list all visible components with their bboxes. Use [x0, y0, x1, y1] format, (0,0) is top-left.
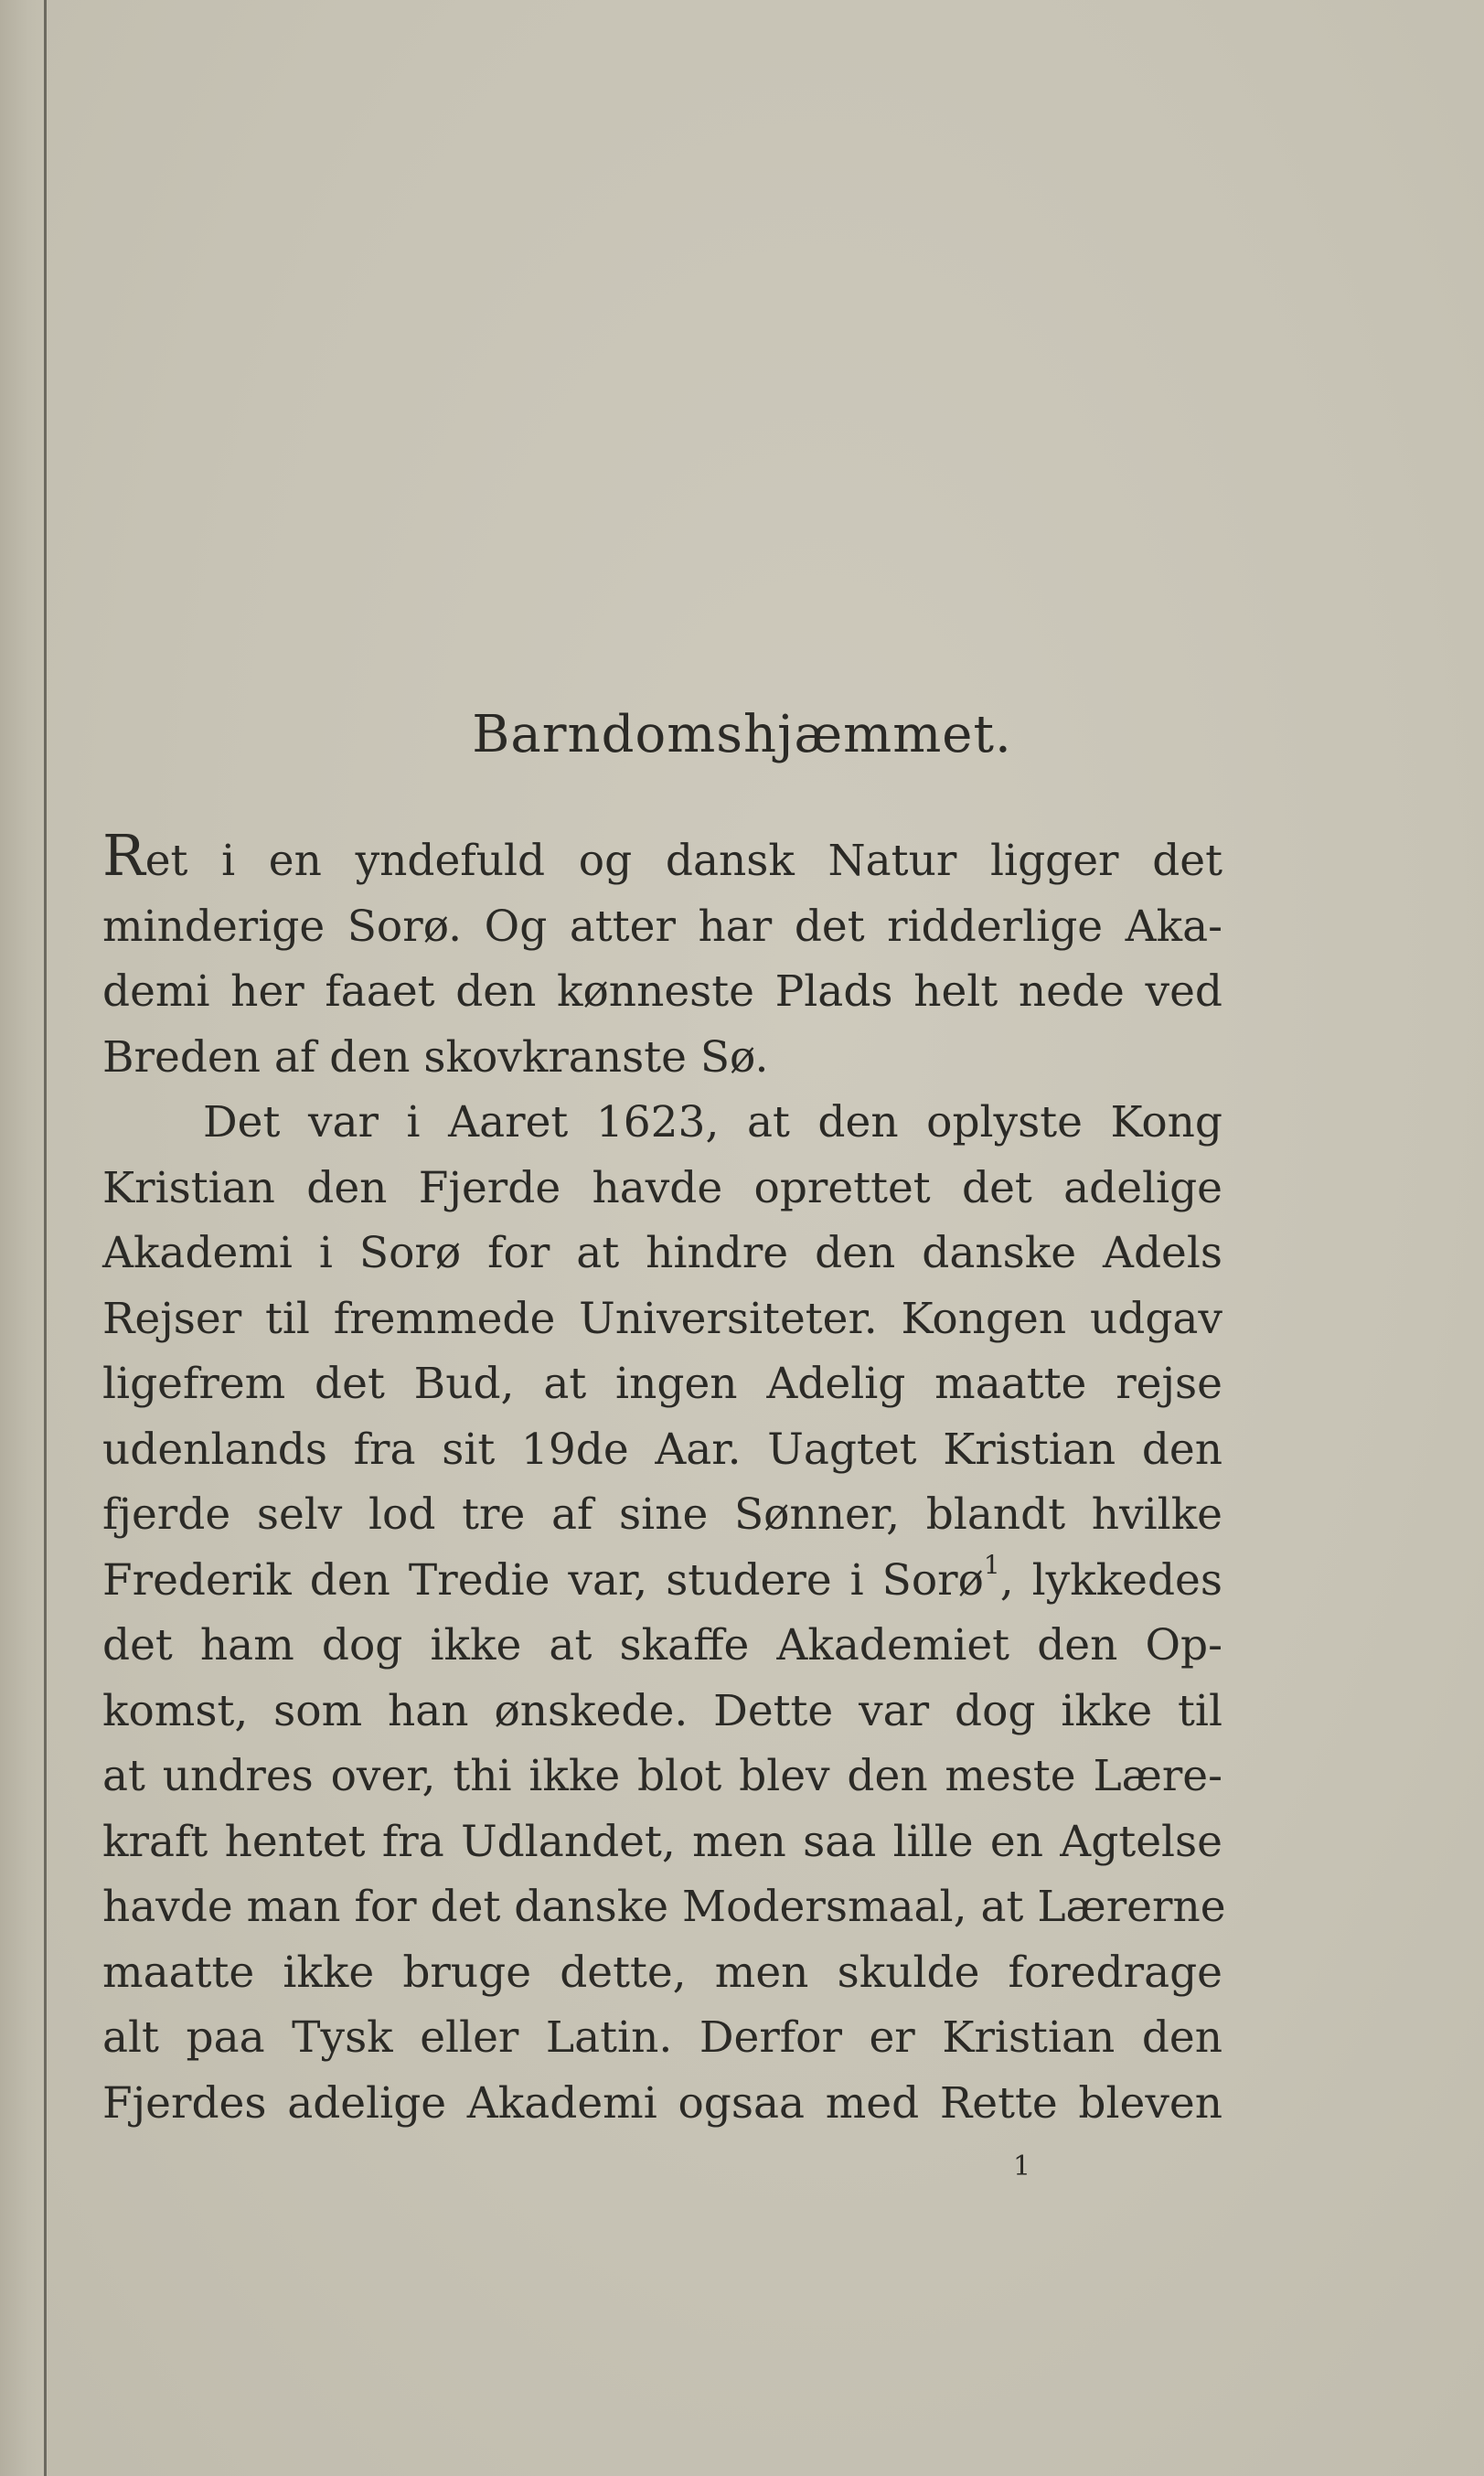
body-text [102, 822, 1226, 2136]
line-text: Frederik den Tredie var, studere i Sorø [102, 1554, 984, 1606]
text-line: Akademi i Sorø for at hindre den danske Adels [102, 1228, 1222, 1278]
binding-edge [0, 0, 48, 2476]
text-line: Breden af den skovkranste Sø. [102, 1031, 769, 1083]
line-text: et i en yndefuld og dansk Natur ligger det [144, 836, 1222, 886]
text-line: ligefrem det Bud, at ingen Adelig maatte rejse [102, 1359, 1222, 1409]
text-line: Rejser til fremmede Universiteter. Kongen udgav [102, 1293, 1222, 1344]
text-line: udenlands fra sit 19de Aar. Uagtet Kristian den [102, 1424, 1222, 1475]
text-line: Det var i Aaret 1623, at den oplyste Kong [203, 1097, 1222, 1147]
text-line: demi her faaet den kønneste Plads helt nede ved [102, 966, 1222, 1017]
page-number: 1 [1013, 2150, 1031, 2183]
text-line: kraft hentet fra Udlandet, men saa lille en Agtelse [102, 1816, 1222, 1867]
text-line: komst, som han ønskede. Dette var dog ikke til [102, 1685, 1222, 1736]
binding-line [44, 0, 47, 2476]
text-line: Kristian den Fjerde havde oprettet det adelige [102, 1162, 1222, 1213]
text-line [102, 823, 1222, 894]
text-line: maatte ikke bruge dette, men skulde foredrage [102, 1947, 1222, 1998]
text-line [102, 1548, 1222, 1614]
line-text: , lykkedes [999, 1554, 1222, 1606]
text-line: minderige Sorø. Og atter har det ridderlige Aka- [102, 901, 1222, 952]
text-line: alt paa Tysk eller Latin. Derfor er Kristian den [102, 2012, 1222, 2063]
text-line: fjerde selv lod tre af sine Sønner, blandt hvilke [102, 1489, 1222, 1540]
chapter-title: Barndomshjæmmet. [472, 705, 1012, 764]
text-line: det ham dog ikke at skaffe Akademiet den Op- [102, 1620, 1222, 1670]
text-line: Fjerdes adelige Akademi ogsaa med Rette bleven [102, 2077, 1222, 2129]
text-line: havde man for det danske Modersmaal, at Lærerne [102, 1882, 1226, 1932]
drop-cap: R [102, 822, 145, 889]
footnote-marker: 1 [983, 1549, 1000, 1580]
text-line: at undres over, thi ikke blot blev den meste Lære- [102, 1751, 1222, 1801]
